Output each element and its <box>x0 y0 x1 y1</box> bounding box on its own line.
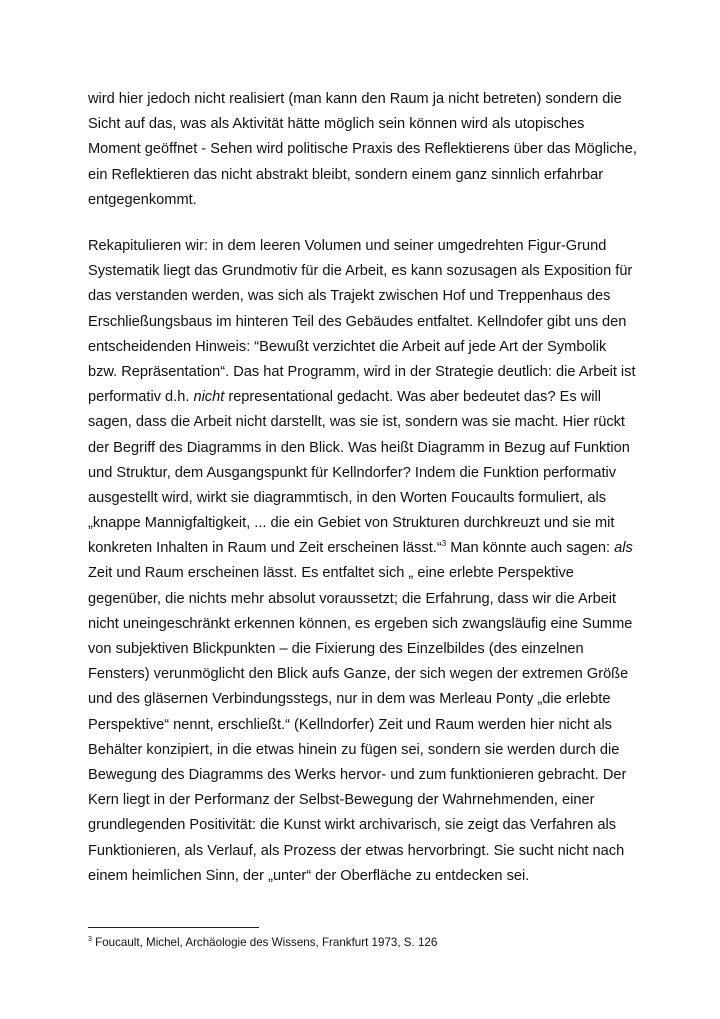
text-line: Kern liegt in der Performanz der Selbst-Bewegung der Wahrnehmenden, einer <box>88 792 595 809</box>
text-line: bzw. Repräsentation“. Das hat Programm, wird in der Strategie deutlich: die Arbeit ist <box>88 363 636 380</box>
text-line: Fensters) verunmöglicht den Blick aufs Ganze, der sich wegen der extremen Größe <box>88 666 629 683</box>
text-line: Rekapitulieren wir: in dem leeren Volumen und seiner umgedrehten Figur-Grund <box>88 238 607 254</box>
text-line: sagen, dass die Arbeit nicht darstellt, was sie ist, sondern was sie macht. Hier rückt <box>88 414 625 431</box>
text-line <box>88 385 648 410</box>
text-line: Sicht auf das, was als Aktivität hätte möglich sein können wird als utopisches <box>88 116 585 133</box>
text-line: gegenüber, die nichts mehr absolut voraussetzt; die Erfahrung, dass wir die Arbeit <box>88 590 617 607</box>
text-line: der Begriff des Diagramms in den Blick. Was heißt Diagramm in Bezug auf Funktion <box>88 439 630 456</box>
footnote-text: Foucault, Michel, Archäologie des Wissens, Frankfurt 1973, S. 126 <box>91 936 438 949</box>
footnote-ref[interactable]: 3 <box>441 539 447 549</box>
text-line: entscheidenden Hinweis: “Bewußt verzichtet die Arbeit auf jede Art der Symbolik <box>88 338 607 355</box>
text-line: „knappe Mannigfaltigkeit, ... die ein Gebiet von Strukturen durchkreuzt und sie mit <box>88 515 615 532</box>
text-line: Erschließungsbaus im hinteren Teil des Gebäudes entfaltet. Kellndofer gibt uns den <box>88 313 627 330</box>
text-segment: Man könnte auch sagen: <box>446 540 615 557</box>
text-line: ein Reflektieren das nicht abstrakt bleibt, sondern einem ganz sinnlich erfahrbar <box>88 166 604 183</box>
paragraph-1 <box>88 87 648 213</box>
text-line: nicht uneingeschränkt erkennen können, es ergeben sich zwangsläufig eine Summe <box>88 615 633 632</box>
text-line: entgegenkommt. <box>88 191 197 208</box>
text-line: wird hier jedoch nicht realisiert (man kann den Raum ja nicht betreten) sondern die <box>88 91 622 107</box>
text-line: Funktionieren, als Verlauf, als Prozess der etwas hervorbringt. Sie sucht nicht nach <box>88 842 625 859</box>
text-line: ausgestellt wird, wirkt sie diagrammtisch, in den Worten Foucaults formuliert, als <box>88 489 606 506</box>
emphasized-word: nicht <box>193 389 225 406</box>
text-line: Moment geöffnet - Sehen wird politische Praxis des Reflektierens über das Mögliche, <box>88 141 637 158</box>
text-line: das verstanden werden, was sich als Trajekt zwischen Hof und Treppenhaus des <box>88 288 611 305</box>
footnote-number: 3 <box>88 936 92 944</box>
text-line: Bewegung des Diagramms des Werks hervor- und zum funktionieren gebracht. Der <box>88 766 627 783</box>
text-line: und Struktur, dem Ausgangspunkt für Kellndorfer? Indem die Funktion performativ <box>88 464 617 481</box>
text-segment: konkreten Inhalten in Raum und Zeit erscheinen lässt.“ <box>88 540 442 557</box>
footnote-divider <box>88 927 259 928</box>
text-line: von subjektiven Blickpunkten – die Fixierung des Einzelbildes (des einzelnen <box>88 641 584 657</box>
text-line: Systematik liegt das Grundmotiv für die Arbeit, es kann sozusagen als Exposition für <box>88 263 633 280</box>
text-line: Perspektive“ nennt, erschließt.“ (Kellndorfer) Zeit und Raum werden hier nicht als <box>88 716 612 733</box>
text-line: Behälter konzipiert, in die etwas hinein zu fügen sei, sondern sie werden durch die <box>88 741 620 758</box>
footnote <box>88 936 437 950</box>
text-line: Zeit und Raum erscheinen lässt. Es entfaltet sich „ eine erlebte Perspektive <box>88 565 574 582</box>
text-line: grundlegenden Positivität: die Kunst wirkt archivarisch, sie zeigt das Verfahren als <box>88 817 617 834</box>
emphasized-word: als <box>614 540 633 557</box>
text-segment: performativ d.h. <box>88 389 194 406</box>
text-line: und des gläsernen Verbindungsstegs, nur in dem was Merleau Ponty „die erlebte <box>88 691 611 708</box>
paragraph-2 <box>88 234 648 889</box>
text-line <box>88 536 648 561</box>
text-segment: representational gedacht. Was aber bedeutet das? Es will <box>224 389 601 406</box>
text-line: einem heimlichen Sinn, der „unter“ der Oberfläche zu entdecken sei. <box>88 867 530 884</box>
